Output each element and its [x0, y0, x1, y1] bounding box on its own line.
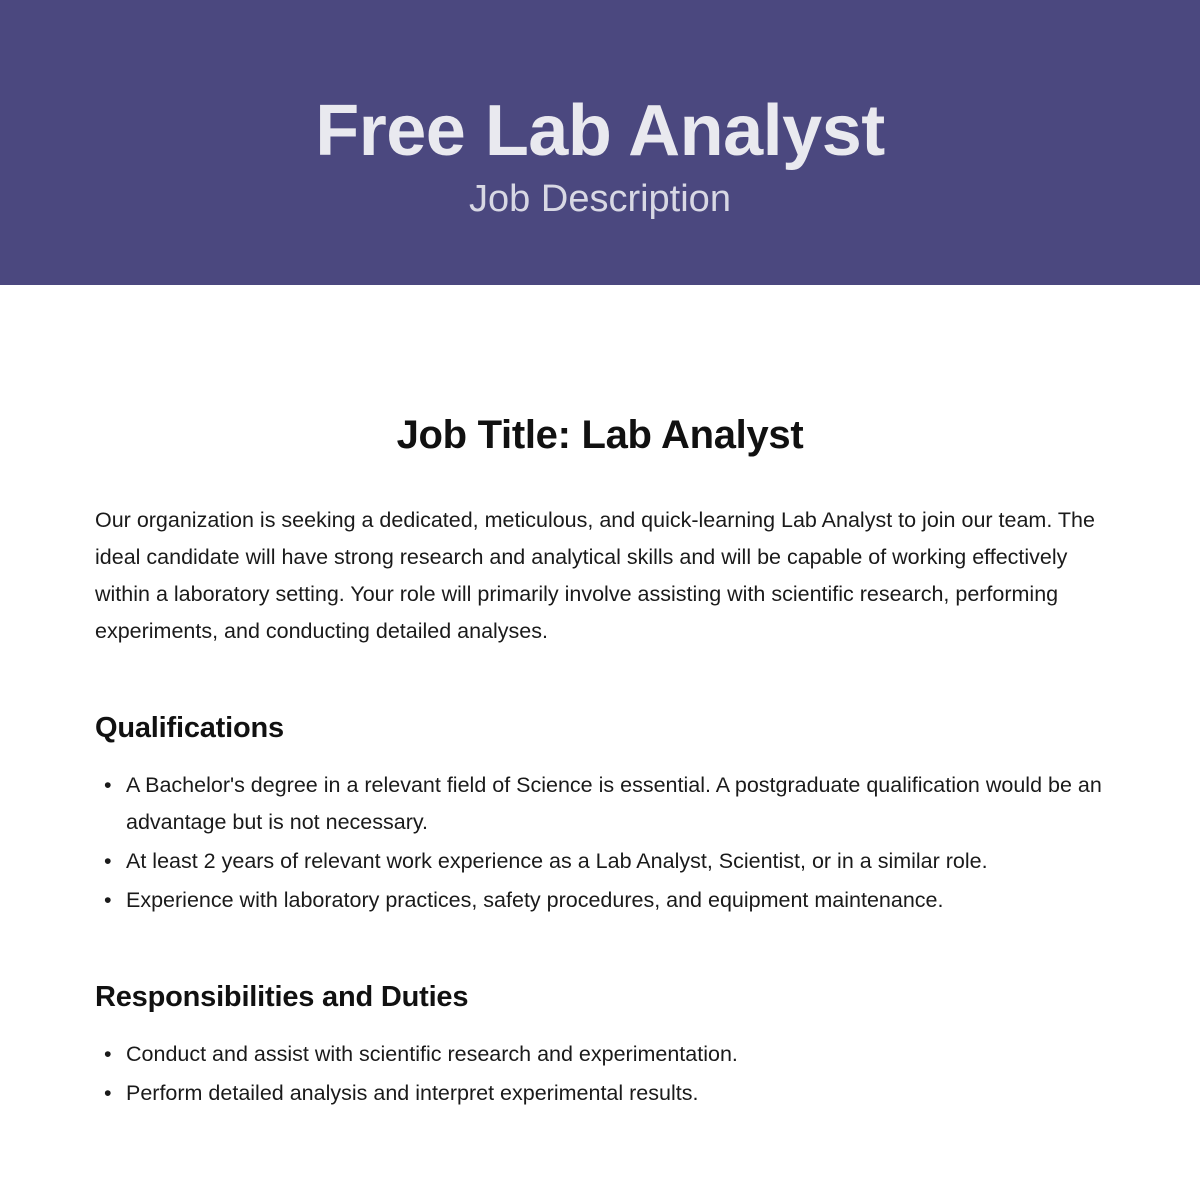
- intro-paragraph: Our organization is seeking a dedicated, meticulous, and quick-learning Lab Analyst to join our team. The ideal candidate will have strong research and analytical skills and will be capable of working effectively within a laboratory setting. Your role will primarily involve assisting with scientific research, performing experiments, and conducting detailed analyses.: [95, 508, 1095, 643]
- section-heading-qualifications: Qualifications: [95, 711, 284, 744]
- section-heading-responsibilities: Responsibilities and Duties: [95, 980, 469, 1013]
- list-item: • Conduct and assist with scientific research and experimentation.: [126, 1036, 1105, 1073]
- banner-subtitle: Job Description: [469, 178, 731, 221]
- list-item: • Perform detailed analysis and interpret experimental results.: [126, 1075, 1105, 1112]
- document-content: [0, 413, 1200, 1112]
- responsibilities-list: [95, 1036, 1105, 1112]
- list-item: • Experience with laboratory practices, safety procedures, and equipment maintenance.: [126, 882, 1105, 919]
- list-item: • A Bachelor's degree in a relevant field of Science is essential. A postgraduate qualification would be an advantage but is not necessary.: [126, 767, 1105, 841]
- list-item: • At least 2 years of relevant work experience as a Lab Analyst, Scientist, or in a similar role.: [126, 843, 1105, 880]
- page-title: Job Title: Lab Analyst: [396, 413, 804, 457]
- qualifications-list: [95, 767, 1105, 919]
- banner-title: Free Lab Analyst: [315, 90, 885, 171]
- document-header-banner: [0, 0, 1200, 285]
